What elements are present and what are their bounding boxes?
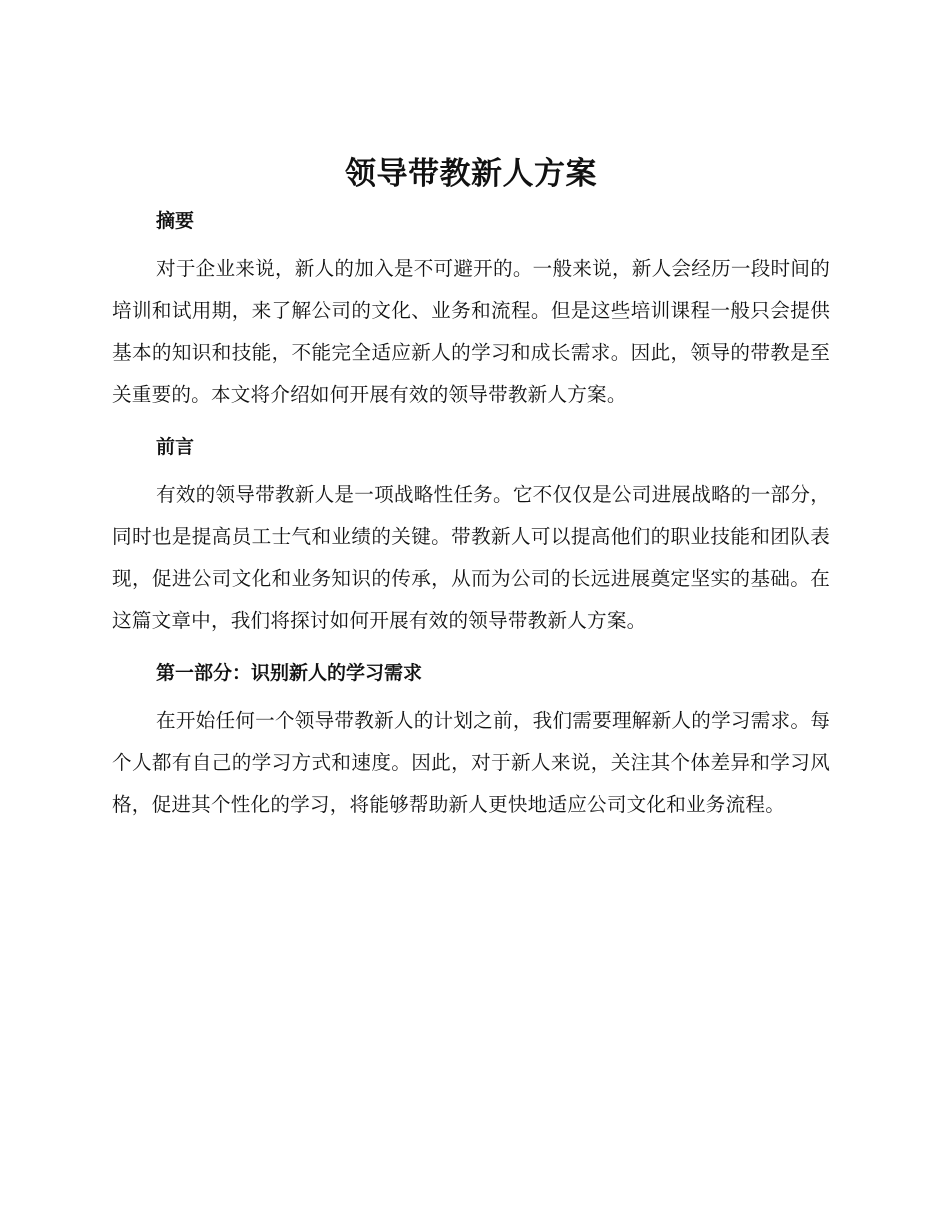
section-preface — [112, 428, 830, 642]
section-heading: 前言 — [156, 436, 195, 458]
document-title: 领导带教新人方案 — [345, 156, 597, 192]
section-abstract — [112, 202, 830, 416]
section-paragraph: 对于企业来说，新人的加入是不可避开的。一般来说，新人会经历一段时间的培训和试用期，来了解公司的文化、业务和流程。但是这些培训课程一般只会提供基本的知识和技能，不能完全适应新人的学习和成长需求。因此，领导的带教是至关重要的。本文将介绍如何开展有效的领导带教新人方案。 — [112, 257, 830, 406]
section-paragraph: 在开始任何一个领导带教新人的计划之前，我们需要理解新人的学习需求。每个人都有自己的学习方式和速度。因此，对于新人来说，关注其个体差异和学习风格，促进其个性化的学习，将能够帮助新人更快地适应公司文化和业务流程。 — [112, 709, 830, 816]
document-page — [112, 148, 830, 838]
section-heading: 第一部分：识别新人的学习需求 — [156, 662, 423, 684]
section-heading: 摘要 — [156, 210, 195, 232]
section-paragraph: 有效的领导带教新人是一项战略性任务。它不仅仅是公司进展战略的一部分，同时也是提高员工士气和业绩的关键。带教新人可以提高他们的职业技能和团队表现，促进公司文化和业务知识的传承，从而为公司的长远进展奠定坚实的基础。在这篇文章中，我们将探讨如何开展有效的领导带教新人方案。 — [112, 483, 830, 632]
section-part-one — [112, 654, 830, 826]
